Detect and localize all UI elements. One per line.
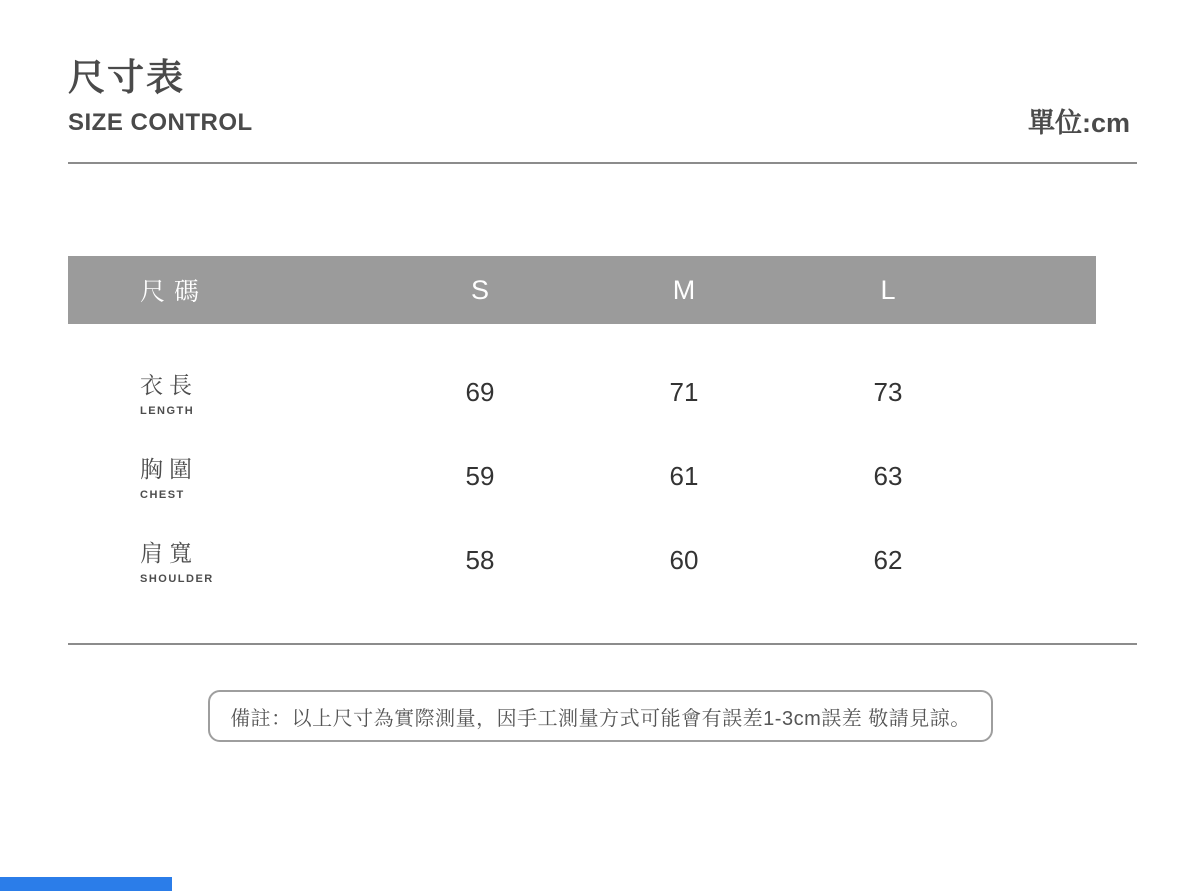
cell-chest-m: 61 [669,460,699,491]
bottom-divider [68,643,1137,645]
cell-length-m: 71 [669,376,699,407]
note-text: 備註：以上尺寸為實際測量，因手工測量方式可能會有誤差1-3cm誤差 敬請見諒。 [230,707,971,730]
table-row-length [68,350,1096,434]
table-row-shoulder [68,518,1096,602]
row-label-length [68,367,378,417]
unit-label: 單位:cm [1027,108,1130,138]
header-size-label: 尺碼 [140,278,209,306]
cell-shoulder-m: 60 [669,544,699,575]
cell-length-l: 73 [873,376,903,407]
header-col-l: L [880,274,896,305]
row-label-en: SHOULDER [140,573,214,585]
size-table [68,256,1096,602]
title-block [68,58,253,137]
row-label-chest [68,451,378,501]
header-col-s: S [470,274,489,305]
row-label-zh: 肩寬 [140,540,198,566]
header-col-m: M [672,274,696,305]
cell-chest-s: 59 [465,460,495,491]
page-title: 尺寸表 [68,57,185,98]
cell-length-s: 69 [465,376,495,407]
row-label-zh: 胸圍 [140,456,198,482]
top-divider [68,162,1137,164]
row-label-shoulder [68,535,378,585]
bottom-accent-bar [0,877,172,891]
table-header-row [68,256,1096,324]
page-subtitle: SIZE CONTROL [68,108,253,136]
row-label-en: CHEST [140,489,185,501]
cell-chest-l: 63 [873,460,903,491]
note-box [208,690,993,742]
table-row-chest [68,434,1096,518]
cell-shoulder-s: 58 [465,544,495,575]
table-body [68,350,1096,602]
row-label-zh: 衣長 [140,372,198,398]
row-label-en: LENGTH [140,405,195,417]
cell-shoulder-l: 62 [873,544,903,575]
